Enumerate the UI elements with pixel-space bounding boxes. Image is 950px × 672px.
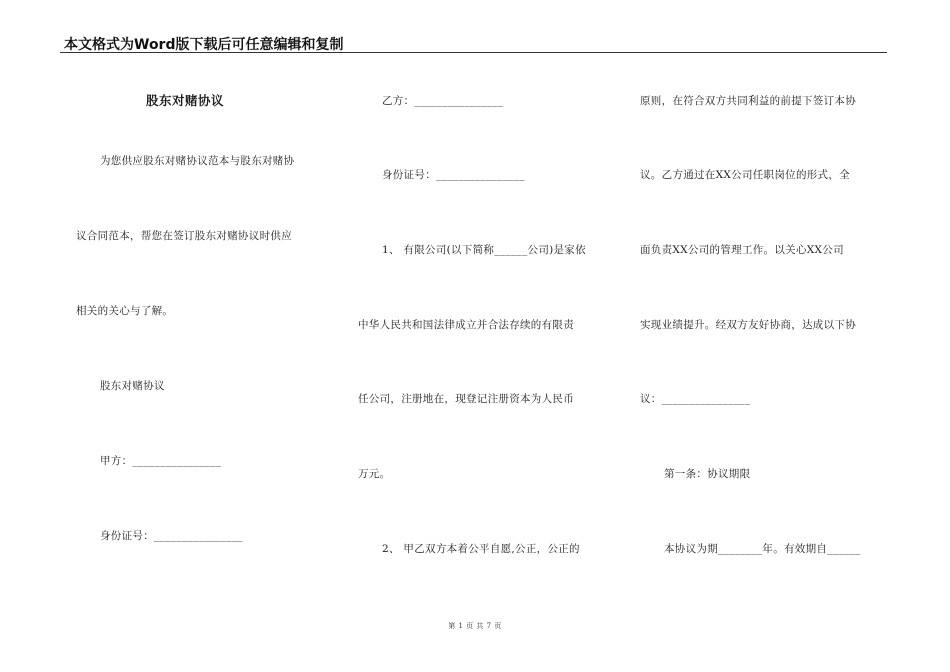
party-b-line: 乙方：________________ (382, 95, 504, 107)
intro-line-2: 议合同范本，帮您在签订股东对赌协议时供应 (76, 230, 292, 242)
page-number-footer: 第 1 页 共 7 页 (448, 622, 502, 630)
intro-line-1: 为您供应股东对赌协议范本与股东对赌协 (100, 155, 295, 167)
clause-1-line-4: 万元。 (358, 468, 391, 480)
clause-2-line-1: 2、 甲乙双方本着公平自愿,公正，公正的 (382, 543, 580, 555)
intro-line-3: 相关的关心与了解。 (76, 305, 174, 317)
clause-1-line-3: 任公司，注册地在，现登记注册资本为人民币 (358, 393, 574, 405)
clause-2-line-6: 议：________________ (640, 393, 751, 405)
text-column-1 (76, 0, 326, 640)
clause-1-line-1: 1、 有限公司(以下简称______公司)是家依 (382, 244, 586, 256)
agreement-heading: 股东对赌协议 (100, 380, 165, 392)
clause-2-line-5: 实现业绩提升。经双方友好协商，达成以下协 (640, 319, 856, 331)
party-a-id-line: 身份证号：________________ (100, 530, 243, 542)
clause-2-line-3: 议。乙方通过在XX公司任职岗位的形式，全 (640, 169, 850, 181)
party-b-id-line: 身份证号：________________ (382, 169, 525, 181)
party-a-line: 甲方：________________ (100, 455, 222, 467)
article-1-line-1: 本协议为期________年。有效期自______ (664, 543, 861, 555)
document-title: 股东对赌协议 (146, 93, 225, 108)
document-header-banner: 本文格式为Word版下载后可任意编辑和复制 (64, 37, 344, 53)
clause-2-line-2: 原则，在符合双方共同利益的前提下签订本协 (640, 95, 856, 107)
article-1-heading: 第一条：协议期限 (664, 468, 751, 480)
text-column-3 (640, 0, 890, 640)
text-column-2 (358, 0, 608, 640)
clause-2-line-4: 面负责XX公司的管理工作。以关心XX公司 (640, 244, 844, 256)
clause-1-line-2: 中华人民共和国法律成立并合法存续的有限责 (358, 319, 574, 331)
